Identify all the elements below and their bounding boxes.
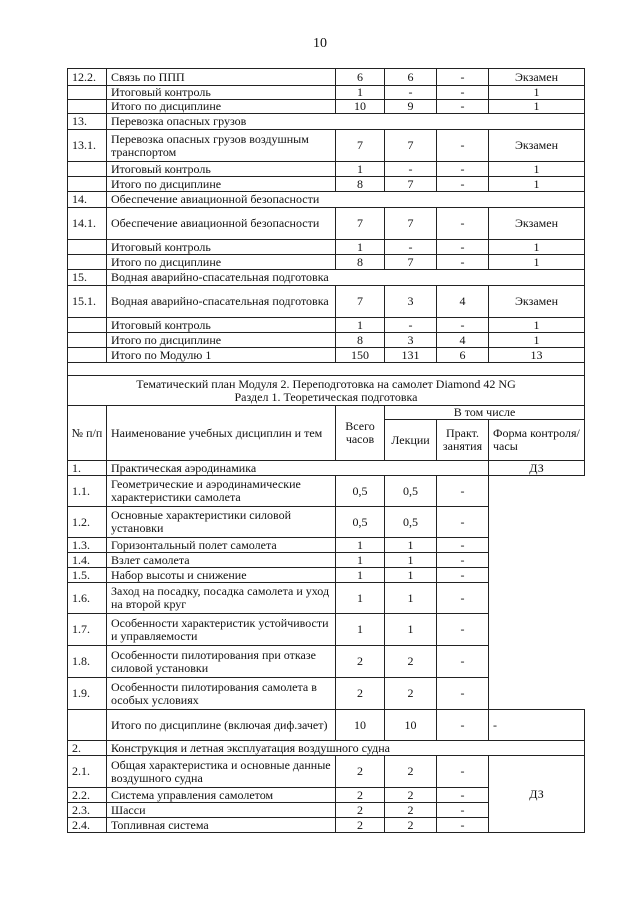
page-number: 10 xyxy=(313,36,327,51)
header-incl: В том числе xyxy=(385,406,585,420)
row-pr: - xyxy=(437,788,489,803)
row-pr: - xyxy=(437,646,489,678)
row-num xyxy=(68,255,107,270)
table-row xyxy=(68,553,585,568)
row-form: 1 xyxy=(489,318,585,333)
row-lect: 0,5 xyxy=(385,476,437,507)
row-name: Связь по ППП xyxy=(107,69,336,86)
section2-form: ДЗ xyxy=(489,756,585,833)
table-row xyxy=(68,583,585,614)
table-row xyxy=(68,756,585,788)
s1-total-pr: - xyxy=(437,710,489,741)
table-row xyxy=(68,614,585,646)
row-name: Набор высоты и снижение xyxy=(107,568,336,583)
row-pr: - xyxy=(437,614,489,646)
row-form: 13 xyxy=(489,348,585,363)
row-pr: - xyxy=(437,69,489,86)
row-num: 15. xyxy=(68,270,107,286)
row-total: 7 xyxy=(336,208,385,240)
section2-name: Конструкция и летная эксплуатация воздушного судна xyxy=(107,741,585,756)
row-num: 1.5. xyxy=(68,568,107,583)
row-lect: 0,5 xyxy=(385,507,437,538)
row-total: 2 xyxy=(336,818,385,833)
row-name: Основные характеристики силовой установки xyxy=(107,507,336,538)
row-total: 1 xyxy=(336,614,385,646)
table-row xyxy=(68,333,585,348)
row-form: Экзамен xyxy=(489,286,585,318)
row-num xyxy=(68,177,107,192)
row-pr: - xyxy=(437,318,489,333)
row-lect: - xyxy=(385,318,437,333)
row-num: 1.9. xyxy=(68,678,107,710)
table-row xyxy=(68,130,585,162)
row-total: 0,5 xyxy=(336,476,385,507)
s1-total-hours: 10 xyxy=(336,710,385,741)
row-total: 2 xyxy=(336,756,385,788)
row-pr: - xyxy=(437,255,489,270)
module2-title: Тематический план Модуля 2. Переподготовка на самолет Diamond 42 NG xyxy=(136,376,516,391)
row-lect: 131 xyxy=(385,348,437,363)
row-total: 150 xyxy=(336,348,385,363)
row-lect: 2 xyxy=(385,818,437,833)
row-num: 1.3. xyxy=(68,538,107,553)
row-total: 1 xyxy=(336,538,385,553)
row-lect: 7 xyxy=(385,255,437,270)
row-name: Горизонтальный полет самолета xyxy=(107,538,336,553)
row-lect: 6 xyxy=(385,69,437,86)
row-num: 1.1. xyxy=(68,476,107,507)
row-form: 1 xyxy=(489,100,585,114)
section-name: Водная аварийно-спасательная подготовка xyxy=(107,270,585,286)
row-pr: 4 xyxy=(437,286,489,318)
table-row xyxy=(68,568,585,583)
row-total: 1 xyxy=(336,240,385,255)
header-name: Наименование учебных дисциплин и тем xyxy=(107,406,336,461)
row-total: 2 xyxy=(336,788,385,803)
header-pr: Практ. занятия xyxy=(437,420,489,461)
section-row xyxy=(68,114,585,130)
header-total: Всего часов xyxy=(336,406,385,461)
row-lect: 2 xyxy=(385,646,437,678)
table-row xyxy=(68,476,585,507)
row-lect: 2 xyxy=(385,788,437,803)
row-name: Общая характеристика и основные данные воздушного судна xyxy=(107,756,336,788)
row-lect: 1 xyxy=(385,614,437,646)
row-form: 1 xyxy=(489,333,585,348)
row-lect: 1 xyxy=(385,553,437,568)
section-row xyxy=(68,270,585,286)
header-lect: Лекции xyxy=(385,420,437,461)
row-lect: 9 xyxy=(385,100,437,114)
row-name: Особенности пилотирования самолета в особых условиях xyxy=(107,678,336,710)
table-row xyxy=(68,538,585,553)
row-num: 1.2. xyxy=(68,507,107,538)
row-num xyxy=(68,333,107,348)
row-lect: 2 xyxy=(385,756,437,788)
table-row xyxy=(68,318,585,333)
row-total: 2 xyxy=(336,803,385,818)
row-lect: 1 xyxy=(385,583,437,614)
row-pr: - xyxy=(437,130,489,162)
row-num xyxy=(68,348,107,363)
row-pr: - xyxy=(437,100,489,114)
row-pr: - xyxy=(437,507,489,538)
row-pr: - xyxy=(437,818,489,833)
row-total: 1 xyxy=(336,86,385,100)
row-total: 0,5 xyxy=(336,507,385,538)
row-name: Перевозка опасных грузов воздушным транспортом xyxy=(107,130,336,162)
section2-num: 2. xyxy=(68,741,107,756)
row-form: 1 xyxy=(489,240,585,255)
table-row xyxy=(68,69,585,86)
row-num: 1.7. xyxy=(68,614,107,646)
row-total: 8 xyxy=(336,255,385,270)
table-row xyxy=(68,255,585,270)
row-name: Итого по дисциплине xyxy=(107,100,336,114)
row-total: 1 xyxy=(336,583,385,614)
row-pr: - xyxy=(437,208,489,240)
row-pr: - xyxy=(437,162,489,177)
row-num xyxy=(68,86,107,100)
row-name: Система управления самолетом xyxy=(107,788,336,803)
row-name: Шасси xyxy=(107,803,336,818)
row-form: Экзамен xyxy=(489,130,585,162)
row-total: 2 xyxy=(336,646,385,678)
row-pr: - xyxy=(437,240,489,255)
row-pr: - xyxy=(437,177,489,192)
row-lect: - xyxy=(385,162,437,177)
row-lect: 7 xyxy=(385,208,437,240)
table-row xyxy=(68,678,585,710)
table-row xyxy=(68,240,585,255)
row-pr: - xyxy=(437,678,489,710)
row-form: 1 xyxy=(489,255,585,270)
section1-name: Практическая аэродинамика xyxy=(107,461,489,476)
row-name: Геометрические и аэродинамические характеристики самолета xyxy=(107,476,336,507)
row-name: Заход на посадку, посадка самолета и уход на второй круг xyxy=(107,583,336,614)
section2-rows xyxy=(68,756,585,833)
row-num xyxy=(68,240,107,255)
table-row xyxy=(68,646,585,678)
module2-title-cell xyxy=(68,376,585,406)
row-num: 1.6. xyxy=(68,583,107,614)
row-num xyxy=(68,162,107,177)
row-name: Взлет самолета xyxy=(107,553,336,568)
row-lect: 1 xyxy=(385,538,437,553)
row-num: 14. xyxy=(68,192,107,208)
row-name: Итоговый контроль xyxy=(107,240,336,255)
s1-total-name: Итого по дисциплине (включая диф.зачет) xyxy=(107,710,336,741)
row-pr: 4 xyxy=(437,333,489,348)
row-lect: - xyxy=(385,86,437,100)
table-row xyxy=(68,100,585,114)
row-pr: 6 xyxy=(437,348,489,363)
row-pr: - xyxy=(437,553,489,568)
row-pr: - xyxy=(437,803,489,818)
row-name: Итоговый контроль xyxy=(107,162,336,177)
section-row xyxy=(68,192,585,208)
row-lect: 2 xyxy=(385,678,437,710)
row-total: 1 xyxy=(336,162,385,177)
row-num xyxy=(68,100,107,114)
row-lect: 3 xyxy=(385,333,437,348)
row-num: 2.3. xyxy=(68,803,107,818)
row-num xyxy=(68,318,107,333)
row-num: 2.1. xyxy=(68,756,107,788)
row-total: 8 xyxy=(336,333,385,348)
row-total: 1 xyxy=(336,553,385,568)
table-row xyxy=(68,86,585,100)
row-num: 14.1. xyxy=(68,208,107,240)
row-num: 1.4. xyxy=(68,553,107,568)
row-name: Особенности характеристик устойчивости и управляемости xyxy=(107,614,336,646)
row-lect: 3 xyxy=(385,286,437,318)
s1-total-lect: 10 xyxy=(385,710,437,741)
row-lect: 7 xyxy=(385,177,437,192)
header-num: № п/п xyxy=(68,406,107,461)
row-num: 13. xyxy=(68,114,107,130)
row-name: Итоговый контроль xyxy=(107,318,336,333)
module1-rows xyxy=(68,69,585,363)
table-row xyxy=(68,162,585,177)
row-total: 7 xyxy=(336,286,385,318)
row-num: 15.1. xyxy=(68,286,107,318)
row-name: Обеспечение авиационной безопасности xyxy=(107,208,336,240)
header-form: Форма контроля/ часы xyxy=(489,420,585,461)
module2-block xyxy=(68,363,585,476)
s1-total-form: - xyxy=(489,710,585,741)
table-row xyxy=(68,507,585,538)
row-pr: - xyxy=(437,538,489,553)
row-total: 7 xyxy=(336,130,385,162)
row-lect: - xyxy=(385,240,437,255)
row-name: Топливная система xyxy=(107,818,336,833)
table-row xyxy=(68,177,585,192)
row-name: Итого по дисциплине xyxy=(107,255,336,270)
row-total: 6 xyxy=(336,69,385,86)
section-name: Перевозка опасных грузов xyxy=(107,114,585,130)
section-name: Обеспечение авиационной безопасности xyxy=(107,192,585,208)
row-num: 2.2. xyxy=(68,788,107,803)
row-total: 1 xyxy=(336,568,385,583)
row-lect: 1 xyxy=(385,568,437,583)
module2-subtitle: Раздел 1. Теоретическая подготовка xyxy=(234,389,418,404)
table-row xyxy=(68,286,585,318)
row-name: Итого по дисциплине xyxy=(107,177,336,192)
section1-form: ДЗ xyxy=(489,461,585,476)
row-name: Итого по дисциплине xyxy=(107,333,336,348)
row-total: 10 xyxy=(336,100,385,114)
section1-total-block xyxy=(68,710,585,756)
row-num: 13.1. xyxy=(68,130,107,162)
row-form: 1 xyxy=(489,177,585,192)
row-lect: 2 xyxy=(385,803,437,818)
row-form: 1 xyxy=(489,162,585,177)
row-name: Итоговый контроль xyxy=(107,86,336,100)
row-form: Экзамен xyxy=(489,208,585,240)
row-total: 2 xyxy=(336,678,385,710)
row-num: 1.8. xyxy=(68,646,107,678)
row-name: Особенности пилотирования при отказе силовой установки xyxy=(107,646,336,678)
row-pr: - xyxy=(437,568,489,583)
section1-rows xyxy=(68,476,585,710)
curriculum-table xyxy=(67,68,585,833)
row-pr: - xyxy=(437,756,489,788)
table-row xyxy=(68,348,585,363)
section1-num: 1. xyxy=(68,461,107,476)
row-form: Экзамен xyxy=(489,69,585,86)
row-total: 8 xyxy=(336,177,385,192)
row-pr: - xyxy=(437,583,489,614)
row-name: Водная аварийно-спасательная подготовка xyxy=(107,286,336,318)
table-row xyxy=(68,208,585,240)
row-num: 12.2. xyxy=(68,69,107,86)
row-total: 1 xyxy=(336,318,385,333)
row-lect: 7 xyxy=(385,130,437,162)
row-pr: - xyxy=(437,476,489,507)
row-name: Итого по Модулю 1 xyxy=(107,348,336,363)
row-pr: - xyxy=(437,86,489,100)
row-num: 2.4. xyxy=(68,818,107,833)
row-form: 1 xyxy=(489,86,585,100)
